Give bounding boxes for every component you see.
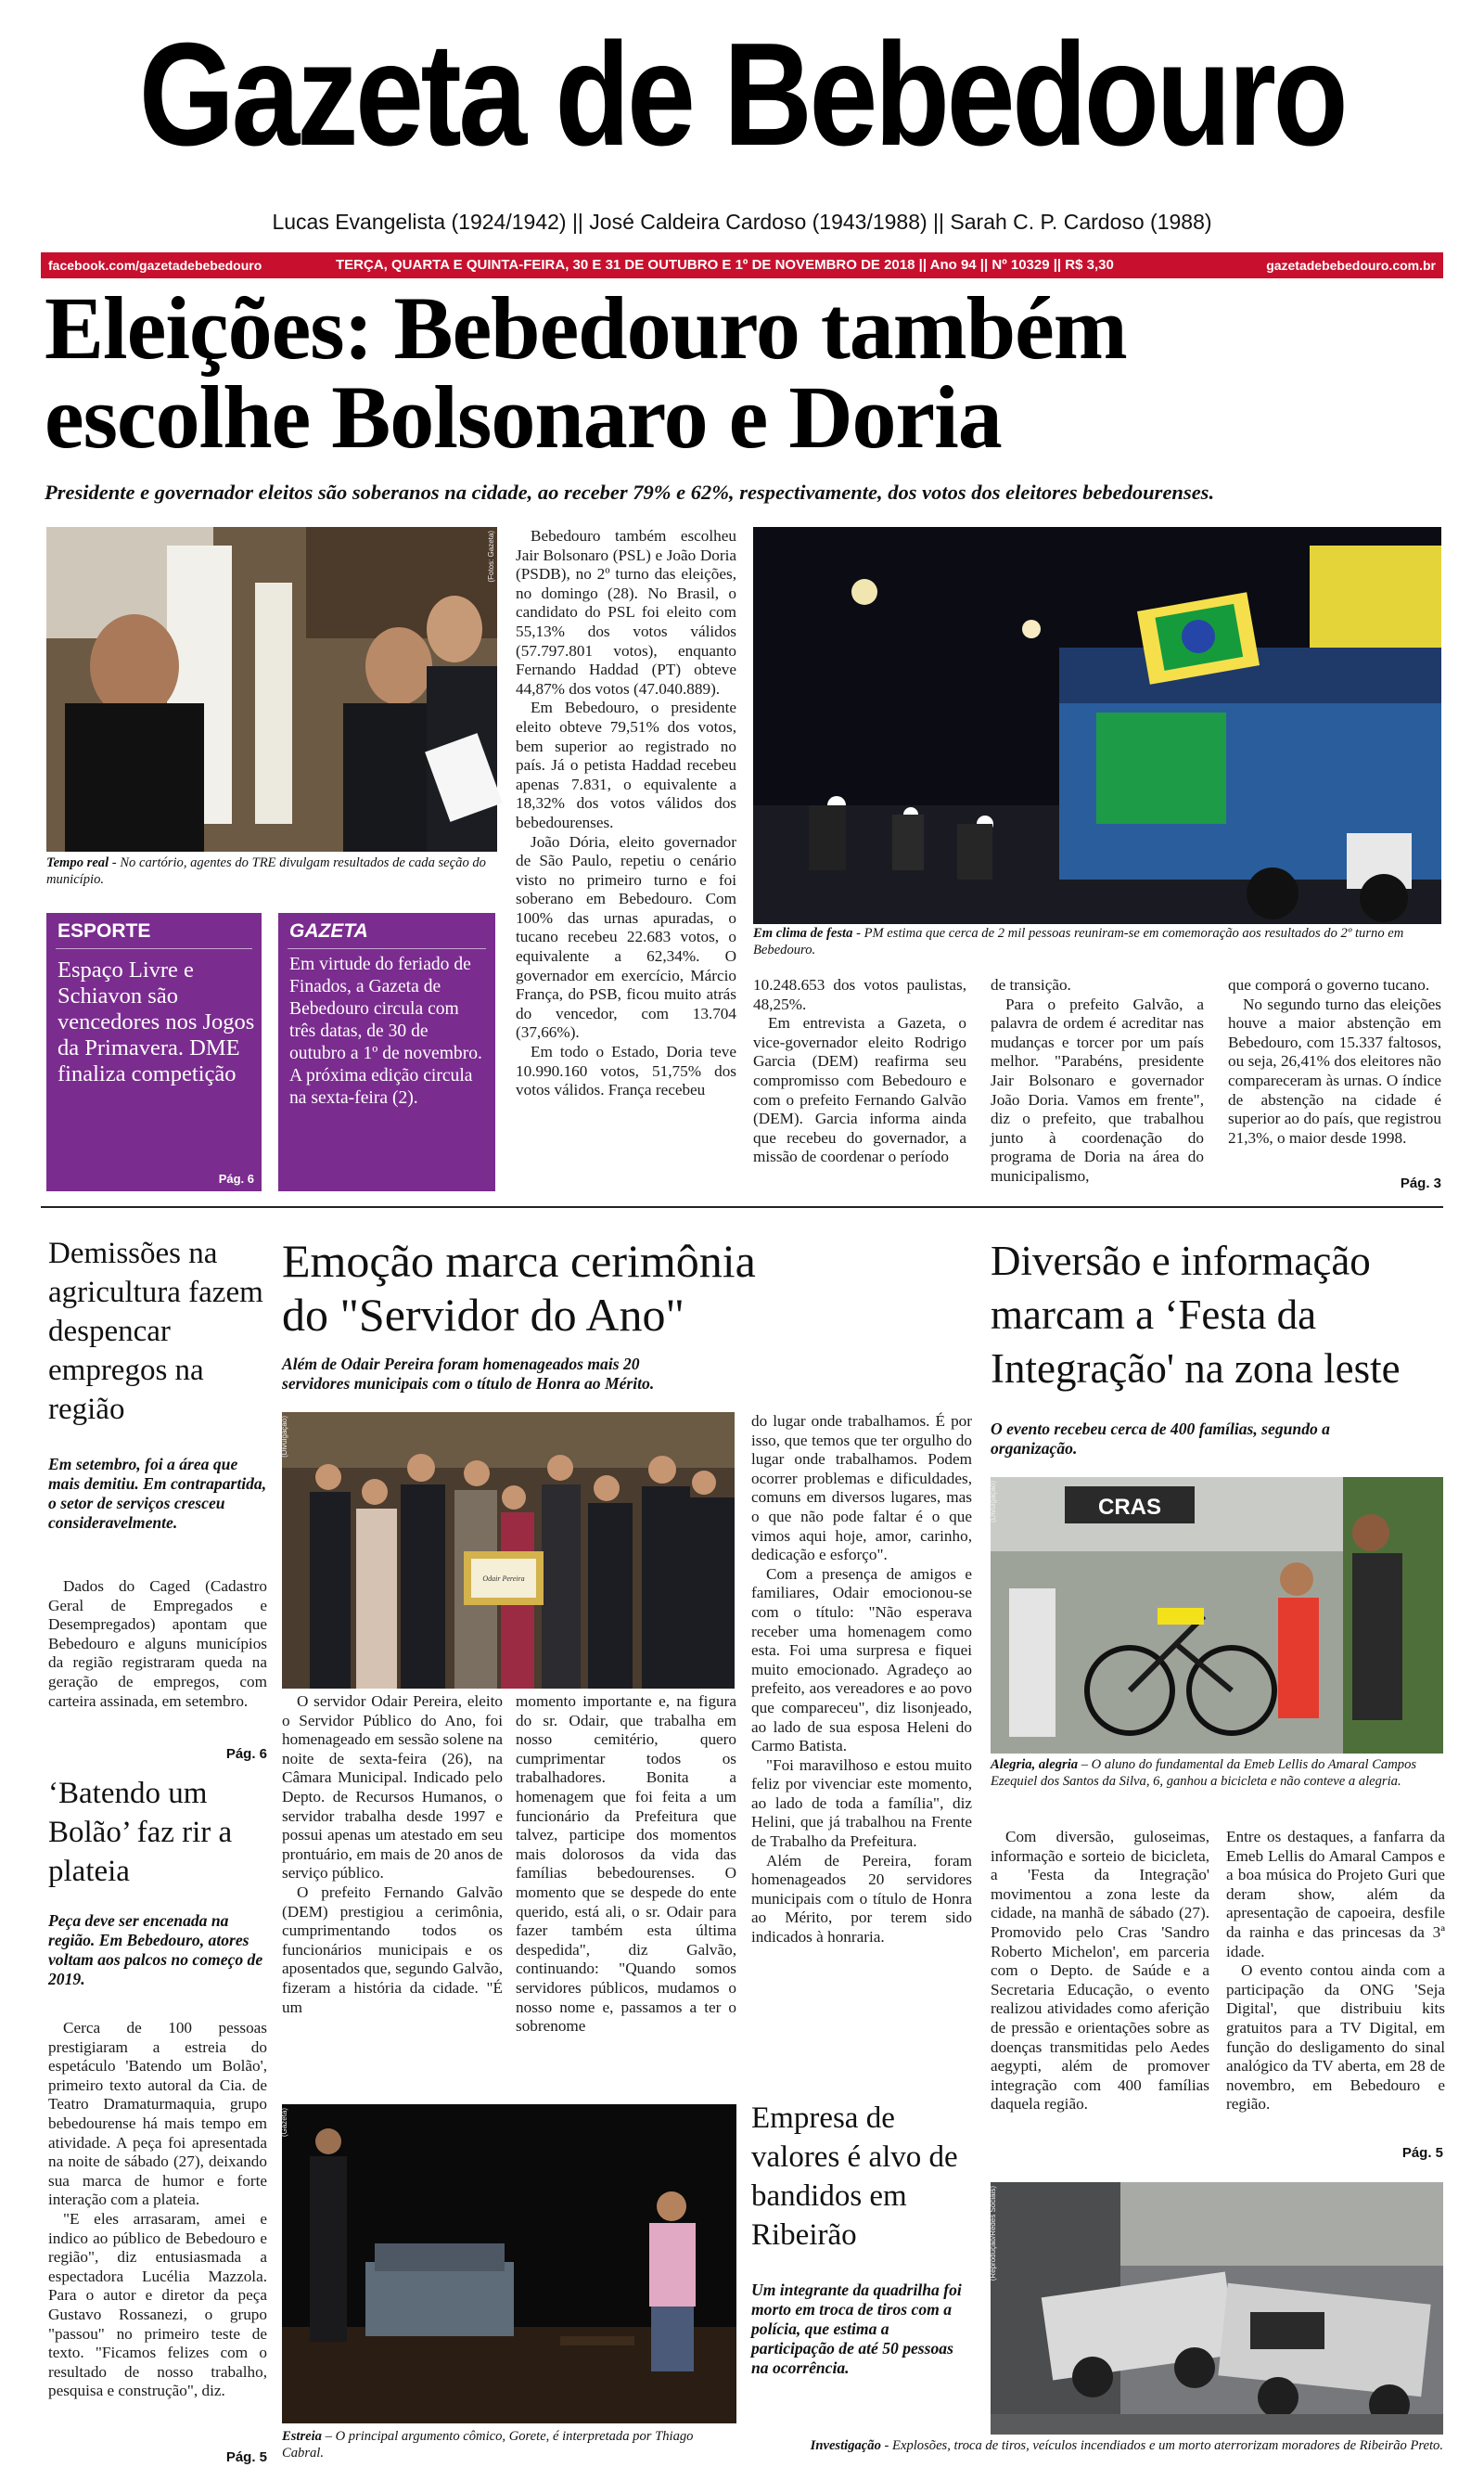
edition-info: TERÇA, QUARTA E QUINTA-FEIRA, 30 E 31 DE OUTUBRO E 1º DE NOVEMBRO DE 2018 || Ano 94 || Nº 10329 || R$ 3,30: [336, 257, 1114, 273]
photo-servidor: [282, 1412, 735, 1689]
servidor-column-2: momento importante e, na figura do sr. Odair, que trabalha em nosso cemitério, quero cumprimentar todos os trabalhadores. Bonita a homenagem que foi feita a um funcionário da Prefeitura que talvez, participe dos momentos mais dolorosos da vida das famílias bebedourenses. O momento que se despede do ente querido, está ali, o sr. Odair para fazer também esta última despedida", diz Galvão, continuando: "Quando somos servidores públicos, mudamos o nosso nome e, passamos a ter o sobrenome: [516, 1692, 736, 2036]
photo-empresa-caption: Investigação - Explosões, troca de tiros, veículos incendiados e um morto aterrorizam moradores de Ribeirão Preto.: [810, 2438, 1443, 2453]
photo-empresa: [991, 2182, 1443, 2435]
box-gazeta-text: Em virtude do feriado de Finados, a Gazeta de Bebedouro circula com três datas, de 30 de outubro a 1º de novembro. A próxima edição circula na sexta-feira (2).: [289, 955, 482, 1108]
lead-headline-line1: Eleições: Bebedouro também: [45, 278, 1127, 378]
masthead: [0, 0, 1484, 278]
teatro-subhead: Peça deve ser encenada na região. Em Bebedouro, atores voltam aos palcos no começo de 2019.: [48, 1911, 263, 1988]
box-esporte-label: ESPORTE: [58, 920, 151, 942]
lead-headline: [45, 278, 1454, 467]
masthead-date-bar: [41, 252, 1443, 278]
photo-festa-noite: [753, 527, 1441, 924]
photo-festa-noite-image: [753, 527, 1441, 924]
box-gazeta-rule: [288, 948, 486, 949]
festa-page-ref: Pág. 5: [1401, 2145, 1443, 2161]
photo-festa-noite-caption: Em clima de festa - PM estima que cerca de 2 mil pessoas reuniram-se em comemoração aos resultados do 2º turno em Bebedouro.: [753, 926, 1404, 957]
box-gazeta-label: GAZETA: [289, 920, 368, 942]
servidor-headline: [282, 1234, 987, 1342]
photo-festa-integracao-image: [991, 1477, 1443, 1754]
photo-festa-integracao-caption: Alegria, alegria – O aluno do fundamental da Emeb Lellis do Amaral Campos Ezequiel dos Santos da Silva, 6, ganhou a bicicleta e não conteve a alegria.: [991, 1757, 1417, 1789]
lead-column-1: Bebedouro também escolheu Jair Bolsonaro (PSL) e João Doria (PSDB), no 2º turno das eleições, no domingo (28). No Brasil, o candidato do PSL foi eleito com 55,13% dos votos válidos (57.797.801 votos), enquanto Fernando Haddad (PT) obteve 44,87% dos votos (47.040.889). Em Bebedouro, o presidente eleito obteve 79,51% dos votos, bem superior ao registrado no país. Já o petista Haddad recebeu apenas 7.831, o equivalente a 18,32% dos votos válidos dos bebedourenses. João Dória, eleito governador de São Paulo, repetiu o cenário visto no primeiro turno e foi soberano em Bebedouro. Com 100% das urnas apuradas, o tucano recebeu 22.683 votos, o equivalente a 62,34%. O governador em exercício, Márcio França, do PSB, ficou muito atrás do vencedor, com 13.704 (37,66%). Em todo o Estado, Doria teve 10.990.160 votos, 51,75% dos votos válidos. França recebeu: [516, 527, 736, 1099]
box-esporte-text: Espaço Livre e Schiavon são vencedores nos Jogos da Primavera. DME finaliza competição: [58, 957, 255, 1086]
photo-teatro-caption: Estreia – O principal argumento cômico, Gorete, é interpretada por Thiago Cabral.: [282, 2429, 694, 2461]
photo-teatro-image: [282, 2104, 736, 2423]
empresa-headline: Empresa de valores é alvo de bandidos em Ribeirão: [751, 2101, 958, 2252]
photo-cartorio: [46, 527, 497, 852]
box-esporte-rule: [56, 948, 252, 949]
photo-cartorio-image: [46, 527, 497, 852]
photo-cartorio-caption: Tempo real - No cartório, agentes do TRE divulgam resultados de cada seção do município.: [46, 855, 486, 887]
demissoes-headline: Demissões na agricultura fazem despencar empregos na região: [48, 1237, 263, 1426]
photo-servidor-image: [282, 1412, 735, 1689]
servidor-subhead: Além de Odair Pereira foram homenageados mais 20 servidores municipais com o título de Honra ao Mérito.: [282, 1355, 655, 1393]
photo-empresa-image: [991, 2182, 1443, 2435]
photo-credit: (Reprodução/Redes Sociais): [989, 2186, 997, 2281]
photo-credit: (Divulgação): [280, 1416, 288, 1458]
lead-page-ref: Pág. 3: [1400, 1176, 1441, 1191]
teatro-body: Cerca de 100 pessoas prestigiaram a estreia do espetáculo 'Batendo um Bolão', primeiro texto autoral da Cia. de Teatro Dramaturmaquia, grupo bebedourense há mais tempo em atividade. A peça foi apresentada na noite de sábado (27), deixando sua marca de humor e forte interação com a plateia. "E eles arrasaram, amei e indico ao público de Bebedouro e região", diz entusiasmada a espectadora Lucélia Mazzola. Para o autor e diretor da peça Gustavo Rossanezi, o grupo "passou" no primeiro teste de texto. "Ficamos felizes com o resultado de nosso trabalho, pesquisa e construção", diz.: [48, 2019, 267, 2400]
photo-credit: (Gazeta): [280, 2108, 288, 2138]
cras-sign-text: CRAS: [1097, 1495, 1162, 1520]
empresa-subhead: Um integrante da quadrilha foi morto em troca de tiros com a polícia, que estima a participação de até 50 pessoas na ocorrência.: [751, 2281, 962, 2377]
servidor-column-3: do lugar onde trabalhamos. É por isso, que temos que ter orgulho do lugar onde trabalhamos. Podem ocorrer problemas e dificuldades, comuns em diversos lugares, mas o que não pode faltar é o que vimos aqui hoje, amor, carinho, dedicação e esforço". Com a presença de amigos e familiares, Odair emocionou-se com o título: "Não esperava receber uma homenagem como esta. Foi uma surpresa e fiquei muito emocionado. Agradeço ao prefeito, aos vereadores e ao povo que compareceu", diz lisonjeado, ao lado de sua esposa Heleni do Carmo Batista. "Foi maravilhoso e estou muito feliz por vivenciar este momento, ao lado de toda a família", diz Helini, que já trabalhou na Frente de Trabalho da Prefeitura. Além de Pereira, foram homenageados 20 servidores municipais com o título de Honra ao Mérito, por terem sido indicados à honraria.: [751, 1412, 972, 1947]
photo-teatro: [282, 2104, 736, 2423]
website-link[interactable]: gazetadebebedouro.com.br: [1266, 258, 1436, 273]
festa-headline: Diversão e informação marcam a ‘Festa da Integração' na zona leste: [991, 1238, 1401, 1392]
photo-credit: (Fotos: Gazeta): [487, 531, 495, 583]
teatro-headline: ‘Batendo um Bolão’ faz rir a plateia: [48, 1777, 233, 1888]
servidor-headline-line2: do "Servidor do Ano": [282, 1289, 684, 1341]
demissoes-subhead: Em setembro, foi a área que mais demitiu. Em contrapartida, o setor de serviços cresceu consideravelmente.: [48, 1455, 267, 1532]
teatro-page-ref: Pág. 5: [225, 2449, 267, 2465]
festa-column-2: Entre os destaques, a fanfarra da Emeb Lellis do Amaral Campos e a boa música do Projeto Guri que deram show, além da apresentação de capoeira, desfile da rainha e das princesas da 3ª idade. O evento contou ainda com a participação da ONG 'Seja Digital', que distribuiu kits gratuitos para a TV Digital, em função do desligamento do sinal analógico da TV aberta, em 28 de novembro, em Bebedouro e região.: [1226, 1828, 1445, 2114]
servidor-headline-line1: Emoção marca cerimônia: [282, 1235, 756, 1287]
box-esporte-page-ref: Pág. 6: [218, 1172, 254, 1186]
lead-column-4: que comporá o governo tucano. No segundo turno das eleições houve a maior abstenção em Bebedouro, com 15.337 faltosos, ou seja, 26,41% dos eleitores não compareceram às urnas. O índice de abstenção na cidade é superior ao do país, que registrou 21,3%, o maior desde 1998.: [1228, 976, 1441, 1147]
lead-column-3: de transição. Para o prefeito Galvão, a palavra de ordem é acreditar nas mudanças e torcer por um país melhor. "Parabéns, presidente Jair Bolsonaro e governador João Doria. Vamos em frente", diz o prefeito, que trabalhou junto à coordenação do programa de Doria na área do municipalismo,: [991, 976, 1204, 1185]
demissoes-page-ref: Pág. 6: [225, 1746, 267, 1762]
masthead-title: Gazeta de Bebedouro: [138, 13, 1346, 176]
lead-subhead: Presidente e governador eleitos são soberanos na cidade, ao receber 79% e 62%, respectivamente, dos votos dos eleitores bebedourenses.: [45, 481, 1215, 504]
photo-festa-integracao: [991, 1477, 1443, 1754]
demissoes-body: Dados do Caged (Cadastro Geral de Empregados e Desempregados) apontam que Bebedouro e alguns municípios da região registraram queda na geração de empregos, com carteira assinada, em setembro.: [48, 1577, 267, 1710]
plaque-text: Odair Pereira: [482, 1574, 525, 1583]
box-esporte[interactable]: [46, 913, 262, 1191]
festa-subhead: O evento recebeu cerca de 400 famílias, segundo a organização.: [991, 1420, 1330, 1458]
section-divider: [41, 1206, 1443, 1208]
lead-headline-line2: escolhe Bolsonaro e Doria: [45, 367, 1002, 467]
masthead-founders: Lucas Evangelista (1924/1942) || José Caldeira Cardoso (1943/1988) || Sarah C. P. Cardoso (1988): [272, 210, 1212, 234]
photo-credit: (Divulgação): [989, 1481, 997, 1523]
lead-column-2: 10.248.653 dos votos paulistas, 48,25%. Em entrevista a Gazeta, o vice-governador eleito Rodrigo Garcia (DEM) reafirma seu compromisso com Bebedouro e com o prefeito Fernando Galvão (DEM). Garcia informa ainda que recebeu do governador, a missão de coordenar o período: [753, 976, 966, 1166]
box-gazeta: [278, 913, 495, 1191]
facebook-link[interactable]: facebook.com/gazetadebebedouro: [48, 258, 262, 273]
servidor-column-1: O servidor Odair Pereira, eleito o Servidor Público do Ano, foi homenageado em sessão solene na noite de sexta-feira (26), na Câmara Municipal. Indicado pelo Depto. de Recursos Humanos, o servidor trabalha desde 1997 e possui apenas um atestado em seu prontuário, em mais de 20 anos de serviço público. O prefeito Fernando Galvão (DEM) prestigiou a cerimônia, cumprimentando todos os funcionários municipais e os aposentados que, segundo Galvão, fizeram a história da cidade. "É um: [282, 1692, 503, 2016]
festa-column-1: Com diversão, guloseimas, informação e sorteio de bicicleta, a 'Festa da Integração' movimentou a zona leste da cidade, na manhã de sábado (27). Promovido pelo Cras 'Sandro Roberto Michelon', em parceria com o Depto. de Saúde e a Secretaria Educação, o evento realizou atividades como aferição de pressão e orientações sobre as doenças transmitidas pelo Aedes aegypti, além de promover integração com 400 famílias daquela região.: [991, 1828, 1209, 2114]
